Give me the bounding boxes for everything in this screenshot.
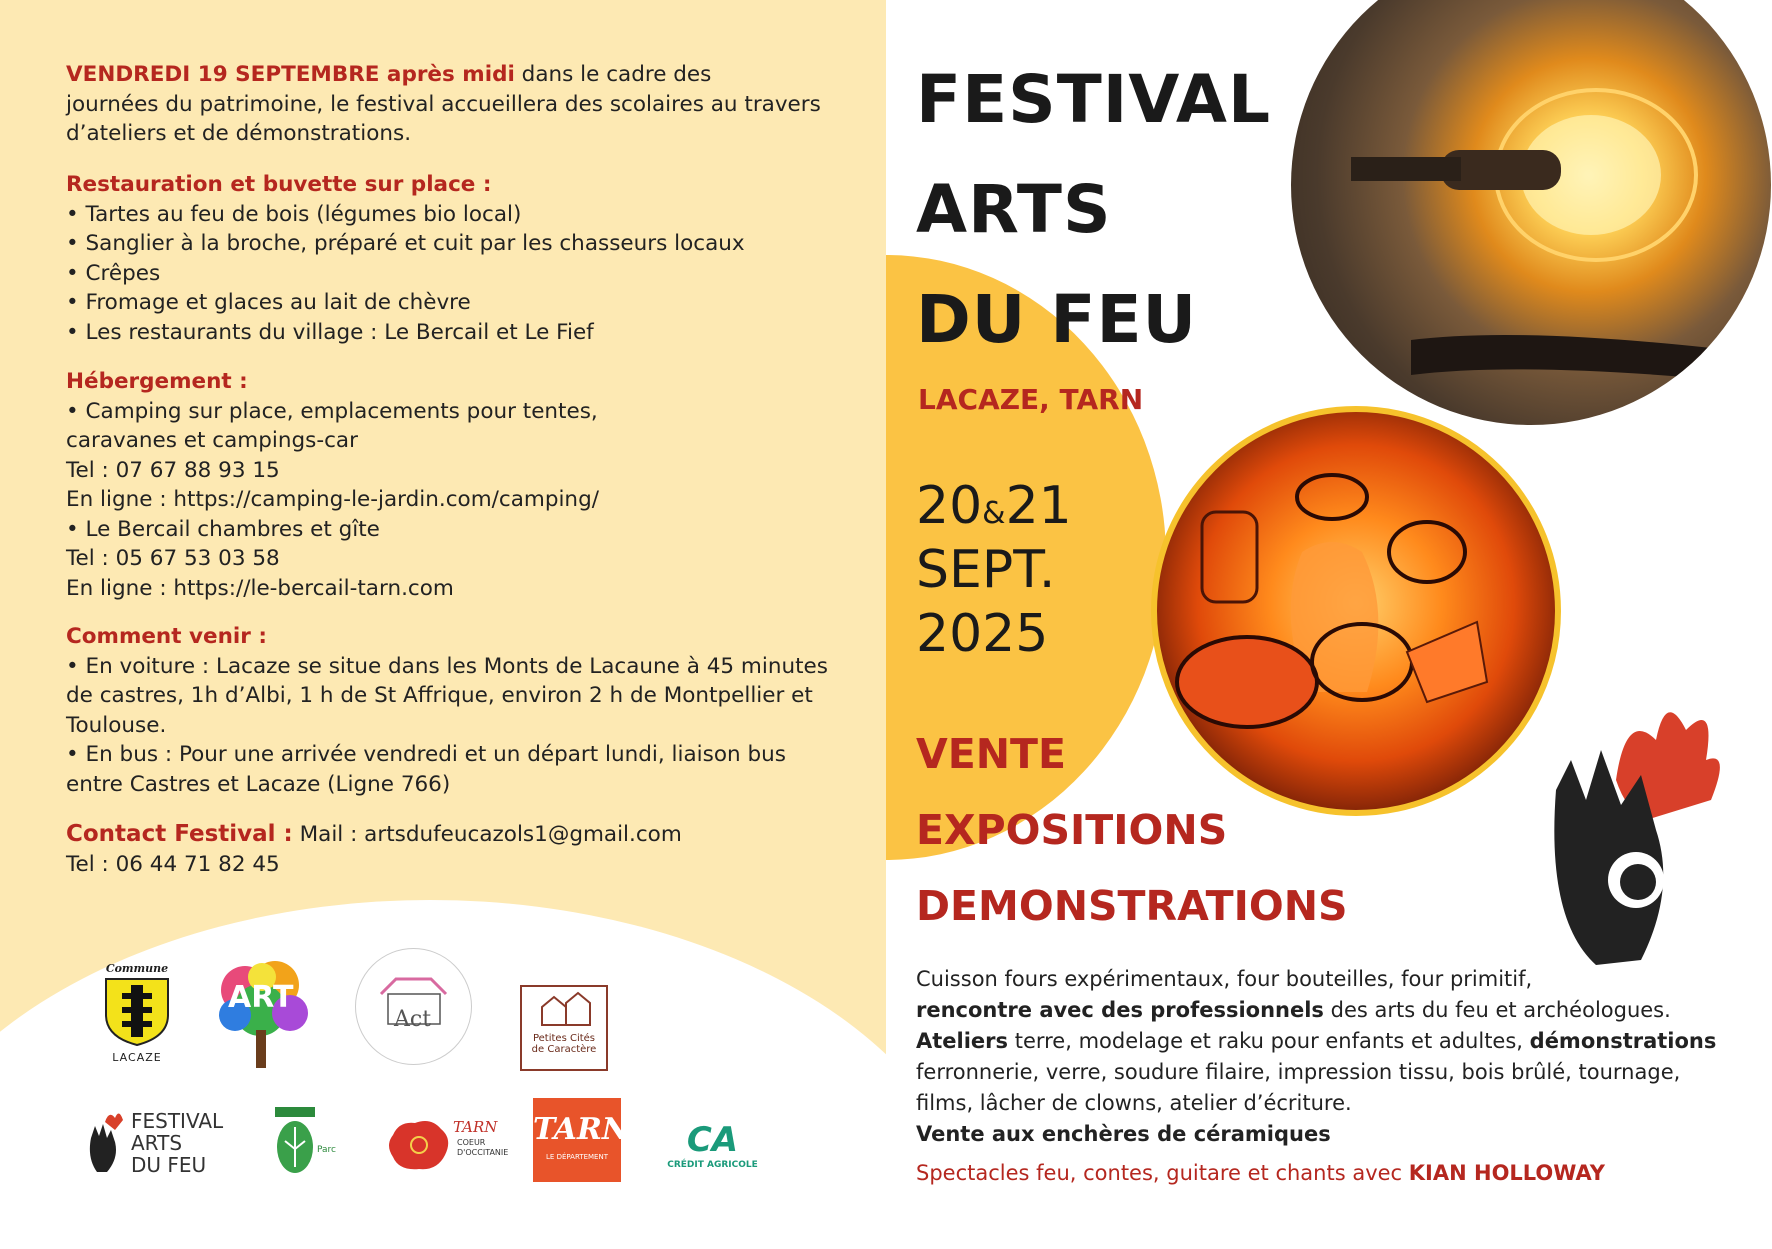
restauration-item: • Sanglier à la broche, préparé et cuit par les chasseurs locaux bbox=[66, 231, 745, 256]
festival-logo-line-1: FESTIVAL bbox=[131, 1109, 224, 1133]
tarn-occitanie-logo bbox=[385, 1110, 509, 1180]
description-line-2-bold: rencontre avec des professionnels bbox=[916, 998, 1324, 1022]
hebergement-link[interactable]: En ligne : https://camping-le-jardin.com/camping/ bbox=[66, 487, 599, 512]
description-line-1: Cuisson fours expérimentaux, four bouteilles, four primitif, bbox=[916, 967, 1533, 991]
glass-blowing-photo bbox=[1291, 0, 1771, 425]
hebergement-phone: Tel : 05 67 53 03 58 bbox=[66, 546, 280, 571]
date-day-1: 20 bbox=[916, 476, 983, 536]
shield-icon bbox=[100, 975, 174, 1047]
hebergement-line: • Le Bercail chambres et gîte bbox=[66, 516, 380, 542]
commune-name: LACAZE bbox=[112, 1051, 162, 1064]
description-line-2: des arts du feu et archéologues. bbox=[1323, 998, 1671, 1022]
festival-year: 2025 bbox=[916, 604, 1049, 664]
contact-heading: Contact Festival : bbox=[66, 821, 293, 847]
credit-agricole-mark: CA bbox=[686, 1120, 739, 1160]
contact-mail[interactable]: Mail : artsdufeucazols1@gmail.com bbox=[292, 822, 682, 847]
venir-line: • En voiture : Lacaze se situe dans les Monts de Lacaune à 45 minutes bbox=[66, 653, 828, 679]
commune-label: Commune bbox=[105, 962, 169, 975]
venir-line: • En bus : Pour une arrivée vendredi et un départ lundi, liaison bus bbox=[66, 742, 786, 767]
contact-phone: Tel : 06 44 71 82 45 bbox=[66, 851, 280, 877]
hebergement-line: caravanes et campings-car bbox=[66, 428, 358, 453]
description-line-3: terre, modelage et raku pour enfants et adultes, bbox=[1008, 1029, 1530, 1053]
hand-flame-icon bbox=[85, 1108, 130, 1178]
festival-month: SEPT. bbox=[916, 540, 1056, 600]
venir-heading: Comment venir : bbox=[66, 624, 267, 649]
festival-days bbox=[916, 476, 1072, 544]
tarn-dept-subtext: LE DÉPARTEMENT bbox=[546, 1153, 608, 1161]
art-tree-logo bbox=[210, 955, 315, 1070]
tarn-departement-logo bbox=[533, 1098, 630, 1182]
parc-logo bbox=[273, 1105, 343, 1190]
activity-expositions: EXPOSITIONS bbox=[916, 806, 1228, 854]
spectacles-line bbox=[916, 1161, 1605, 1185]
hebergement-line: • Camping sur place, emplacements pour tentes, bbox=[66, 398, 598, 424]
venir-line: Toulouse. bbox=[66, 712, 167, 738]
program-description bbox=[916, 964, 1736, 1150]
hand-flame-icon bbox=[1526, 690, 1736, 980]
intro-line-2: journées du patrimoine, le festival accueillera des scolaires au travers bbox=[66, 91, 821, 117]
tarn-map-icon bbox=[385, 1115, 455, 1175]
act-logo-text: Act bbox=[394, 1007, 432, 1032]
hebergement-link[interactable]: En ligne : https://le-bercail-tarn.com bbox=[66, 575, 454, 601]
restauration-item: • Les restaurants du village : Le Bercail et Le Fief bbox=[66, 319, 594, 345]
credit-agricole-text: CRÉDIT AGRICOLE bbox=[667, 1160, 758, 1170]
description-line-5: films, lâcher de clowns, atelier d’écriture. bbox=[916, 1091, 1352, 1115]
credit-agricole-logo bbox=[665, 1120, 760, 1180]
intro-line-3: d’ateliers et de démonstrations. bbox=[66, 121, 412, 146]
restauration-item: • Tartes au feu de bois (légumes bio local) bbox=[66, 201, 522, 227]
restauration-heading: Restauration et buvette sur place : bbox=[66, 172, 492, 197]
intro-text bbox=[66, 60, 821, 149]
hebergement-heading: Hébergement : bbox=[66, 369, 248, 394]
description-line-6-bold: Vente aux enchères de céramiques bbox=[916, 1122, 1331, 1146]
spectacles-artist: KIAN HOLLOWAY bbox=[1408, 1161, 1605, 1185]
intro-line-1: dans le cadre des bbox=[514, 62, 712, 87]
intro-highlight: VENDREDI 19 SEPTEMBRE après midi bbox=[66, 62, 515, 87]
spectacles-text: Spectacles feu, contes, guitare et chants avec bbox=[916, 1161, 1409, 1185]
restauration-item: • Fromage et glaces au lait de chèvre bbox=[66, 290, 471, 315]
restauration-section bbox=[66, 170, 745, 347]
festival-title-line-3: DU FEU bbox=[916, 281, 1198, 358]
petites-cites-logo bbox=[520, 985, 608, 1071]
festival-location: LACAZE, TARN bbox=[918, 383, 1144, 416]
petites-cites-text: Petites Cités de Caractère bbox=[531, 1033, 597, 1055]
art-logo-text: ART bbox=[228, 980, 294, 1015]
tarn-occitanie-l2: COEUR bbox=[457, 1138, 486, 1147]
act-logo bbox=[355, 948, 472, 1065]
right-panel bbox=[886, 0, 1772, 1249]
glass-bulb-icon bbox=[1291, 0, 1771, 425]
activity-demonstrations: DEMONSTRATIONS bbox=[916, 882, 1348, 930]
venir-line: de castres, 1h d’Albi, 1 h de St Affrique, environ 2 h de Montpellier et bbox=[66, 683, 813, 708]
kiln-pottery-photo bbox=[1151, 406, 1561, 816]
venir-line: entre Castres et Lacaze (Ligne 766) bbox=[66, 771, 451, 797]
description-line-3-bold-2: démonstrations bbox=[1529, 1029, 1717, 1053]
festival-title-line-2: ARTS bbox=[916, 171, 1112, 248]
commune-lacaze-logo bbox=[100, 962, 174, 1062]
venir-section bbox=[66, 622, 828, 799]
parc-leaf-icon bbox=[273, 1105, 317, 1175]
date-day-2: 21 bbox=[1005, 476, 1072, 536]
festival-logo-line-3: DU FEU bbox=[131, 1153, 207, 1177]
tarn-dept-text: TARN bbox=[533, 1112, 630, 1147]
festival-title-line-1: FESTIVAL bbox=[916, 61, 1272, 138]
description-line-4: ferronnerie, verre, soudure filaire, impression tissu, bois brûlé, tournage, bbox=[916, 1060, 1681, 1084]
contact-section bbox=[66, 820, 682, 879]
hebergement-phone: Tel : 07 67 88 93 15 bbox=[66, 457, 280, 483]
houses-icon bbox=[522, 987, 606, 1029]
festival-logo bbox=[85, 1108, 235, 1178]
restauration-item: • Crêpes bbox=[66, 260, 161, 286]
hebergement-section bbox=[66, 367, 599, 603]
tarn-occitanie-l3: D'OCCITANIE bbox=[457, 1148, 509, 1157]
date-ampersand: & bbox=[982, 496, 1006, 531]
description-line-3-bold: Ateliers bbox=[916, 1029, 1009, 1053]
festival-logo-line-2: ARTS bbox=[131, 1131, 183, 1155]
parc-logo-text: Parc bbox=[317, 1145, 336, 1155]
tarn-occitanie-l1: TARN bbox=[453, 1118, 498, 1136]
activity-vente: VENTE bbox=[916, 730, 1067, 778]
pottery-icon bbox=[1157, 412, 1555, 810]
